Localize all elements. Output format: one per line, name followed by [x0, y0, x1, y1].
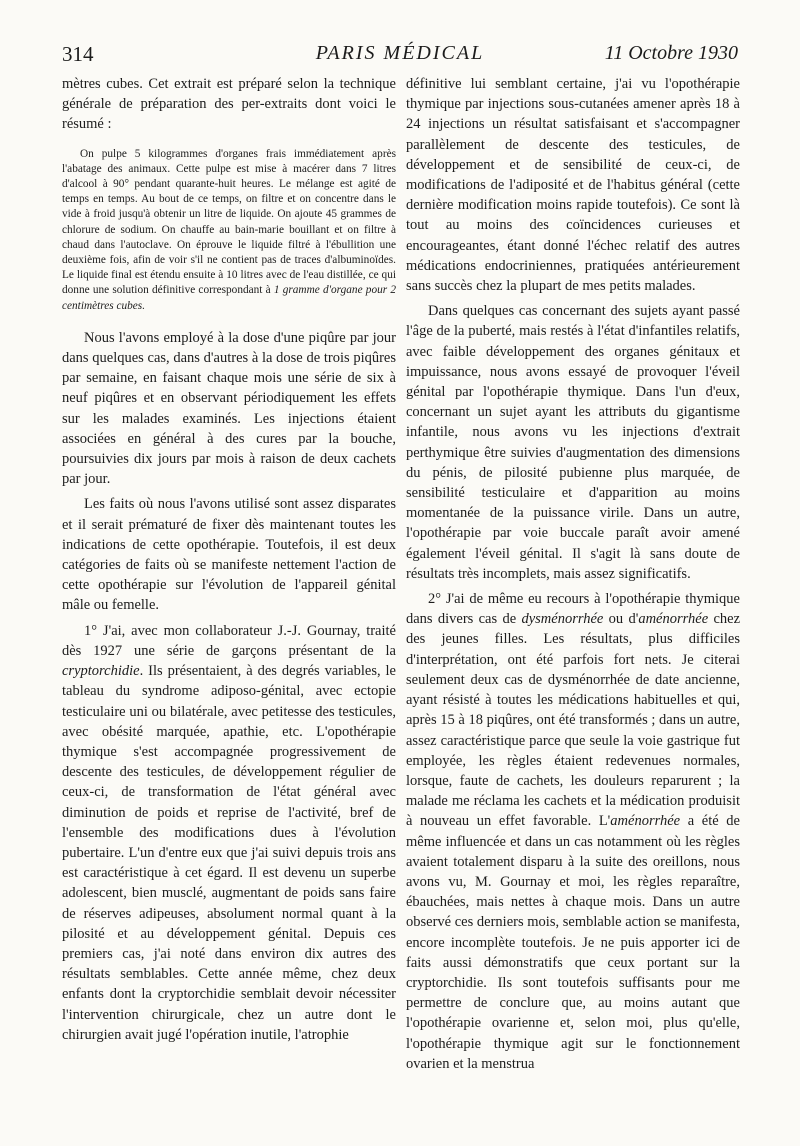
- text-run: ou d': [603, 611, 639, 628]
- preparation-summary-text: On pulpe 5 kilogrammes d'organes frais immédiatement après l'abatage des animaux. Cette pulpe est mise à macérer dans 7 litres d'alcool à 90° pendant quarante-huit heures. Le mélange est agité de temps en temps. Au bout de ce temps, on filtre et on concentre dans le vide à froid jusqu'à obtenir un litre de liquide. On ajoute 45 grammes de chlorure de sodium. On chauffe au bain-marie bouillant et on filtre à chaud dans l'autoclave. On éprouve le liquide filtré à l'ébullition une deuxième fois, afin de voir s'il ne contient pas de traces d'albuminoïdes. Le liquide final est étendu ensuite à 10 litres avec de l'eau distillée, ce qui donne une solution définitive correspondant à: [62, 147, 396, 297]
- term-amenorrhee: aménorrhée: [610, 813, 681, 830]
- text-run: chez des jeunes filles. Les résultats, plus difficiles d'interprétation, ont été parfois fort nets. Je citerai seulement deux cas de dysménorrhée de date ancienne, ayant résisté à toutes les médications habituelles et qui, après 15 à 18 piqûres, ont été transformés ; dans un autre, assez caractéristique parce que seule la voie gastrique fut employée, les règles étaient redevenues normales, lorsque, faute de cachets, les douleurs reparurent ; la malade me réclama les cachets et la médication produisit à nouveau un effet favorable. L': [406, 611, 740, 830]
- left-paragraph-4: [62, 621, 396, 1045]
- left-paragraph-2: Nous l'avons employé à la dose d'une piqûre par jour dans quelques cas, dans d'autres à la dose de trois piqûres par semaine, en faisant chaque mois une série de six à neuf piqûres et en observant périodiquement les effets sur les malades examinés. Les injections étaient associées en général à des cures par la bouche, poursuivies dix jours par mois à raison de deux cachets par jour.: [62, 329, 396, 488]
- page-header: [62, 42, 738, 72]
- term-dysmenorrhee: dysménorrhée: [521, 611, 604, 628]
- journal-title: PARIS MÉDICAL: [315, 42, 485, 64]
- text-run: 1° J'ai, avec mon collaborateur J.-J. Gournay, traité dès 1927 une série de garçons présentant de la: [62, 622, 396, 659]
- left-paragraph-3: Les faits où nous l'avons utilisé sont assez disparates et il serait prématuré de fixer dès maintenant toutes les indications de cette opothérapie. Toutefois, il est deux catégories de faits où se manifeste nettement l'action de cette opothérapie sur l'évolution de l'appareil génital mâle ou femelle.: [62, 496, 396, 614]
- left-paragraph-1: mètres cubes. Cet extrait est préparé selon la technique générale de préparation des per-extraits dont voici le résumé :: [62, 76, 396, 133]
- right-paragraph-2: Dans quelques cas concernant des sujets ayant passé l'âge de la puberté, mais restés à l'état d'infantiles relatifs, avec faible développement des organes génitaux et impuissance, nous avons essayé de provoquer l'éveil génital par l'opothérapie thymique. Dans l'un d'eux, concernant un sujet ayant les attributs du gigantisme infantile, nous avons vu les injections d'extrait perthymique être suivies d'augmentation des dimensions du pénis, de pilosité pubienne plus marquée, de sensibilité testiculaire et d'apparition au moins momentanée de la puissance virile. Dans un autre, l'opothérapie par voie buccale paraît avoir amené également l'éveil génital. Il s'agit là sans doute de résultats très incomplets, mais assez significatifs.: [406, 303, 740, 582]
- term-amenorrhee: aménorrhée: [638, 611, 709, 628]
- preparation-summary-italic: 1 gramme d'organe pour 2 centimètres cubes.: [62, 284, 396, 312]
- right-column: [406, 74, 740, 1134]
- left-column: [62, 74, 396, 1134]
- term-cryptorchidie: cryptorchidie: [62, 663, 140, 680]
- preparation-summary: [62, 147, 396, 314]
- right-paragraph-3: [406, 589, 740, 1074]
- page-number: 314: [62, 42, 94, 66]
- text-run: . Ils présentaient, à des degrés variables, le tableau du syndrome adiposo-génital, avec ectopie testiculaire uni ou bilatérale, avec petitesse des testicules, avec obésité marquée, apathie, etc. L'opothérapie thymique s'est accompagnée progressivement de descente des testicules, de développement régulier de ceux-ci, de transformation de l'état général avec diminution de poids et reprise de l'activité, bref de l'ensemble des modifications dues à l'évolution pubertaire. L'un d'entre eux que j'ai suivi depuis trois ans est caractéristique à cet égard. Il est devenu un superbe adolescent, bien musclé, augmentant de poids sans faire de réserves adipeuses, absolument normal quant à la pilosité et au développement génital. Depuis ces premiers cas, j'ai noté dans environ dix autres des résultats semblables. Cette année même, chez deux enfants dont la cryptorchidie semblait devoir nécessiter l'intervention chirurgicale, chez un autre dont le chirurgien avait jugé l'opération inutile, l'atrophie: [62, 663, 396, 1043]
- text-run: 2° J'ai de même eu recours à l'opothérapie thymique dans divers cas de: [406, 591, 740, 628]
- right-paragraph-1: définitive lui semblant certaine, j'ai vu l'opothérapie thymique par injections sous-cutanées amener après 18 à 24 injections un résultat satisfaisant et s'accompagner parallèlement de descente des testicules, de développement et de sensibilité de ceux-ci, de modifications de l'adiposité et de l'habitus général (cette dernière modification moins rapide toutefois). Ce sont là tout au moins des coïncidences curieuses et encourageantes, étant donné l'échec relatif des autres médications endocriniennes, pratiquées antérieurement sans succès chez la plupart de mes petits malades.: [406, 76, 740, 295]
- issue-date: 11 Octobre 1930: [604, 42, 738, 64]
- text-run: a été de même influencée et dans un cas notamment où les règles avaient totalement disparu à la suite des oreillons, nous avons vu, M. Gournay et moi, les règles reparaître, ébauchées, mais nettes à chaque mois. Dans un autre observé ces derniers mois, semblable action se manifesta, encore incomplète toutefois. Je ne puis apporter ici de faits aussi démonstratifs que ceux portant sur la cryptorchidie. Ils sont toutefois suffisants pour me permettre de conclure que, au moins autant que l'opothérapie ovarienne et, selon moi, plus qu'elle, l'opothérapie thymique agit sur le fonctionnement ovarien et la menstrua: [406, 813, 740, 1072]
